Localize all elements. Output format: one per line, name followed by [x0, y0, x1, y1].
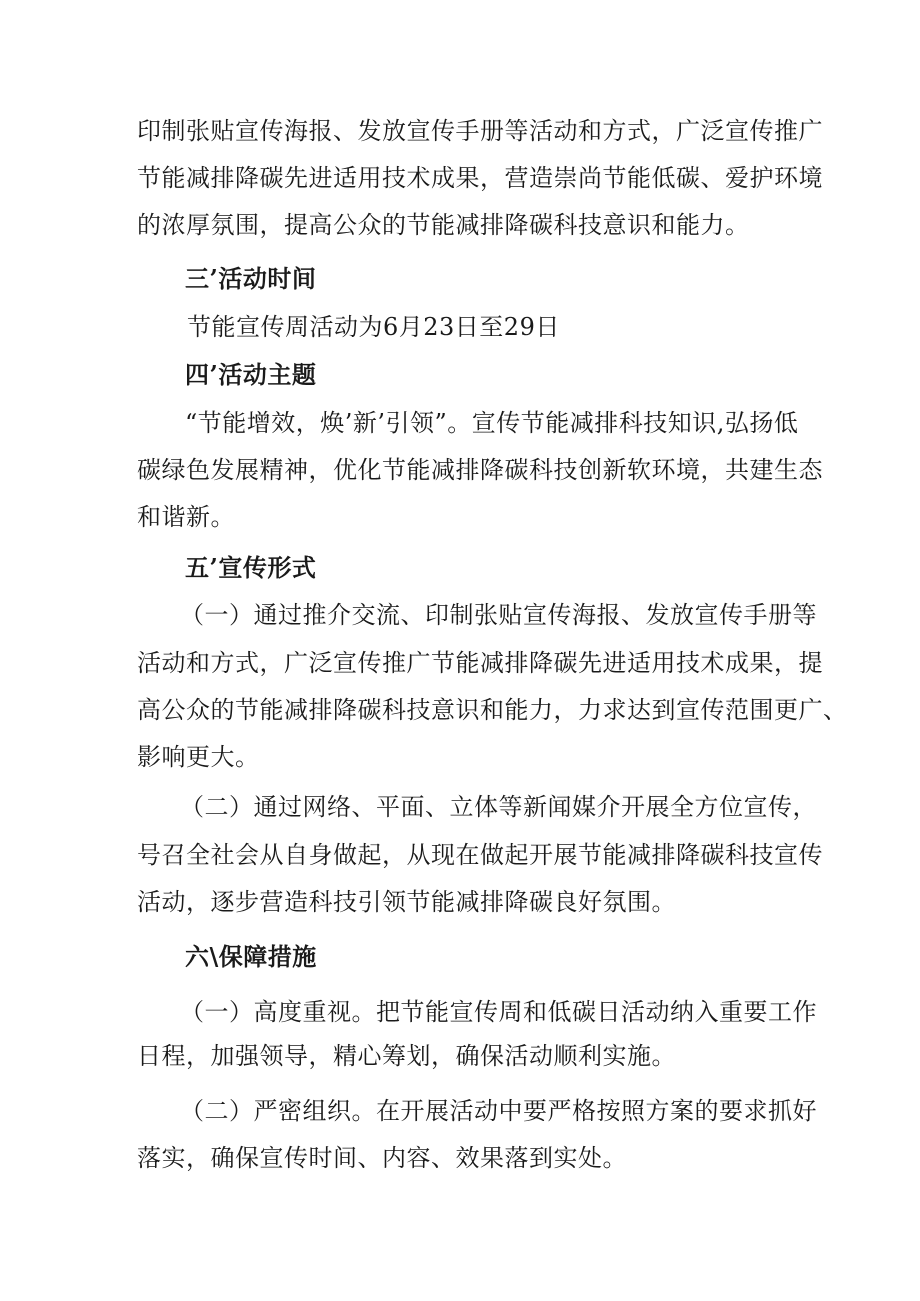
section-6-item-2-line-1: （二）严密组织。在开展活动中要严格按照方案的要求抓好	[180, 1097, 817, 1125]
section-3-heading: 三’活动时间	[185, 264, 317, 293]
section-5-item-1-line-1: （一）通过推介交流、印制张贴宣传海报、发放宣传手册等	[180, 601, 817, 629]
section-4-line-3: 和谐新。	[137, 503, 235, 531]
section-6-item-1-line-1: （一）高度重视。把节能宣传周和低碳日活动纳入重要工作	[180, 998, 817, 1026]
section-5-item-1-line-4: 影响更大。	[137, 743, 260, 771]
section-5-item-2-line-2: 号召全社会从自身做起，从现在做起开展节能减排降碳科技宣传	[137, 841, 823, 869]
section-6-item-1-line-2: 日程，加强领导，精心筹划，确保活动顺利实施。	[137, 1042, 676, 1070]
section-6-item-2-line-2: 落实，确保宣传时间、内容、效果落到实处。	[137, 1144, 627, 1172]
section-5-item-2-line-3: 活动，逐步营造科技引领节能减排降碳良好氛围。	[137, 888, 676, 916]
section-5-heading: 五’宣传形式	[185, 553, 317, 582]
section-4-line-2: 碳绿色发展精神，优化节能减排降碳科技创新软环境，共建生态	[137, 456, 823, 484]
section-6-heading: 六\保障措施	[185, 942, 317, 971]
section-5-item-2-line-1: （二）通过网络、平面、立体等新闻媒介开展全方位宣传，	[180, 793, 817, 821]
intro-line-1: 印制张贴宣传海报、发放宣传手册等活动和方式，广泛宣传推广	[137, 117, 823, 145]
section-4-heading: 四’活动主题	[185, 360, 317, 389]
section-5-item-1-line-3: 高公众的节能减排降碳科技意识和能力，力求达到宣传范围更广、	[137, 696, 848, 724]
section-3-line-1: 节能宣传周活动为6月23日至29日	[187, 313, 560, 341]
section-5-item-1-line-2: 活动和方式，广泛宣传推广节能减排降碳先进适用技术成果，提	[137, 649, 823, 677]
intro-line-2: 节能减排降碳先进适用技术成果，营造崇尚节能低碳、爱护环境	[137, 164, 823, 192]
section-4-line-1: “节能增效，焕’新’引领”。宣传节能减排科技知识,弘扬低	[185, 409, 799, 437]
intro-line-3: 的浓厚氛围，提高公众的节能减排降碳科技意识和能力。	[137, 211, 750, 239]
